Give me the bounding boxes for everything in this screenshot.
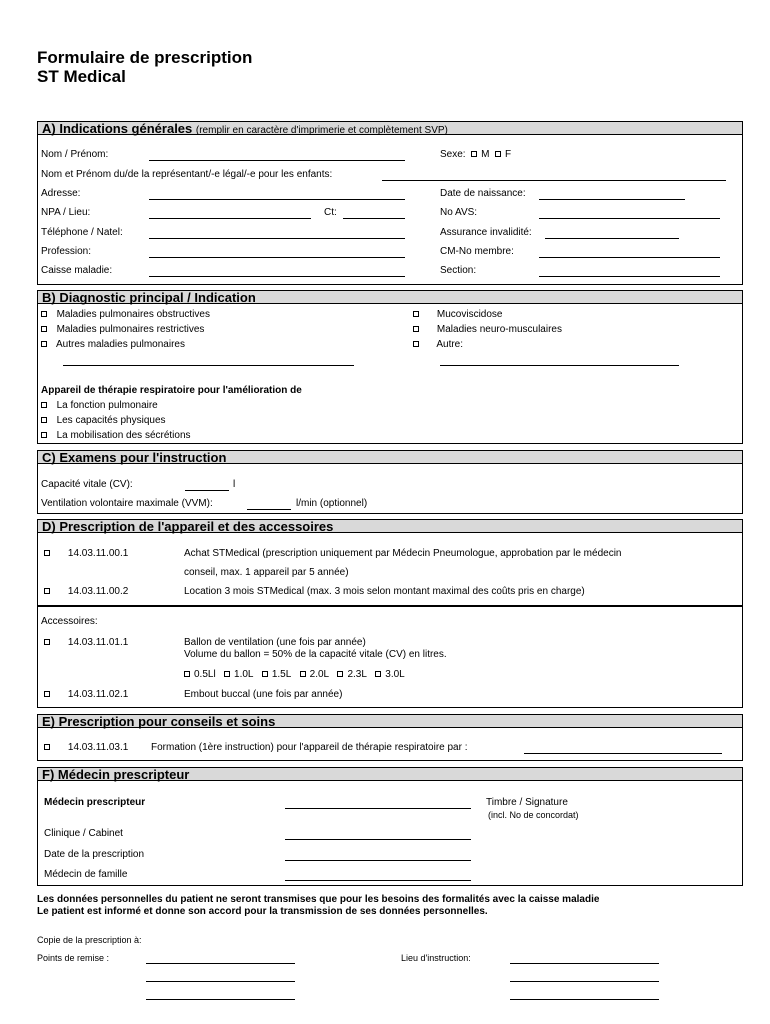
medecin-field[interactable] — [285, 808, 471, 809]
ballon-text: Ballon de ventilation (une fois par année) — [184, 637, 366, 648]
appareil-item[interactable]: La fonction pulmonaire — [41, 400, 158, 411]
caisse-field[interactable] — [149, 276, 405, 277]
points-field-3[interactable] — [146, 999, 295, 1000]
representant-field[interactable] — [382, 180, 726, 181]
achat-text-2: conseil, max. 1 appareil par 5 année) — [184, 567, 349, 578]
section-f-header — [37, 767, 743, 781]
sexe-f-checkbox[interactable] — [495, 151, 501, 157]
section-c-header — [37, 450, 743, 464]
vvm-unit: l/min (optionnel) — [296, 498, 368, 509]
clinique-field[interactable] — [285, 839, 471, 840]
embout-code[interactable]: 14.03.11.02.1 — [44, 689, 128, 700]
date-label: Date de la prescription — [44, 849, 145, 860]
cv-label: Capacité vitale (CV): — [41, 479, 133, 490]
privacy-notice-1: Les données personnelles du patient ne seront transmises que pour les besoins des formalités avec la caisse maladie — [37, 894, 600, 905]
ballon-code[interactable]: 14.03.11.01.1 — [44, 637, 128, 648]
diag-item[interactable]: Maladies neuro-musculaires — [413, 324, 562, 335]
diag-item[interactable]: Autres maladies pulmonaires — [41, 339, 185, 350]
naissance-label: Date de naissance: — [440, 188, 526, 199]
section-f-title: F) Médecin prescripteur — [42, 767, 190, 782]
naissance-field[interactable] — [539, 199, 685, 200]
section-e-header — [37, 714, 743, 728]
section-a-title: A) Indications générales — [42, 121, 193, 136]
location-text: Location 3 mois STMedical (max. 3 mois selon montant maximal des coûts pris en charge) — [184, 586, 585, 597]
famille-label: Médecin de famille — [44, 869, 128, 880]
embout-text: Embout buccal (une fois par année) — [184, 689, 343, 700]
adresse-field[interactable] — [149, 199, 405, 200]
sexe-label: Sexe: M F — [440, 149, 512, 160]
medecin-label: Médecin prescripteur — [44, 797, 146, 808]
invalidite-label: Assurance invalidité: — [440, 227, 532, 238]
formation-code[interactable]: 14.03.11.03.1 — [44, 742, 128, 753]
sexe-m-checkbox[interactable] — [471, 151, 477, 157]
cv-unit: l — [233, 479, 236, 490]
vvm-label: Ventilation volontaire maximale (VVM): — [41, 498, 213, 509]
clinique-label: Clinique / Cabinet — [44, 828, 123, 839]
diag-item[interactable]: Mucoviscidose — [413, 309, 503, 320]
npa-label: NPA / Lieu: — [41, 207, 91, 218]
diag-item[interactable]: Maladies pulmonaires restrictives — [41, 324, 204, 335]
avs-label: No AVS: — [440, 207, 478, 218]
form-title: Formulaire de prescription — [37, 48, 253, 67]
timbre-label: Timbre / Signature — [486, 797, 568, 808]
famille-field[interactable] — [285, 880, 471, 881]
cmno-field[interactable] — [539, 257, 720, 258]
lieu-label: Lieu d'instruction: — [401, 953, 471, 963]
npa-field[interactable] — [149, 218, 311, 219]
cv-field[interactable] — [185, 490, 229, 491]
autres-maladies-field[interactable] — [63, 365, 354, 366]
ballon-text-2: Volume du ballon = 50% de la capacité vitale (CV) en litres. — [184, 649, 447, 660]
date-field[interactable] — [285, 860, 471, 861]
points-field-1[interactable] — [146, 963, 295, 964]
invalidite-field[interactable] — [545, 238, 679, 239]
privacy-notice-2: Le patient est informé et donne son accord pour la transmission de ses données personnelles. — [37, 906, 488, 917]
ct-label: Ct: — [324, 207, 337, 218]
diag-item[interactable]: Autre: — [413, 339, 463, 350]
formation-text: Formation (1ère instruction) pour l'appareil de thérapie respiratoire par : — [151, 742, 468, 753]
vvm-field[interactable] — [247, 509, 291, 510]
diag-item[interactable]: Maladies pulmonaires obstructives — [41, 309, 210, 320]
section-a-subtitle: (remplir en caractère d'imprimerie et complètement SVP) — [195, 125, 448, 136]
appareil-item[interactable]: La mobilisation des sécrétions — [41, 430, 191, 441]
section-field[interactable] — [539, 276, 720, 277]
formation-field[interactable] — [524, 753, 722, 754]
telephone-label: Téléphone / Natel: — [41, 227, 123, 238]
section-b-title: B) Diagnostic principal / Indication — [42, 290, 256, 305]
section-d-header — [37, 519, 743, 533]
section-a-header — [37, 121, 743, 135]
points-label: Points de remise : — [37, 953, 110, 963]
copie-label: Copie de la prescription à: — [37, 935, 142, 945]
concordat-label: (incl. No de concordat) — [488, 810, 579, 820]
profession-field[interactable] — [149, 257, 405, 258]
volume-options[interactable]: 0.5Ll 1.0L 1.5L 2.0L 2.3L 3.0L — [184, 669, 405, 680]
caisse-label: Caisse maladie: — [41, 265, 113, 276]
section-d-title: D) Prescription de l'appareil et des accessoires — [42, 519, 334, 534]
accessoires-label: Accessoires: — [41, 616, 98, 627]
avs-field[interactable] — [539, 218, 720, 219]
points-field-2[interactable] — [146, 981, 295, 982]
achat-text: Achat STMedical (prescription uniquement par Médecin Pneumologue, approbation par le médecin — [184, 548, 622, 559]
telephone-field[interactable] — [149, 238, 405, 239]
appareil-title: Appareil de thérapie respiratoire pour l'amélioration de — [41, 385, 302, 396]
lieu-field-1[interactable] — [510, 963, 659, 964]
section-label: Section: — [440, 265, 477, 276]
section-c-title: C) Examens pour l'instruction — [42, 450, 227, 465]
autre-field[interactable] — [440, 365, 679, 366]
company-name: ST Medical — [37, 67, 126, 86]
achat-code[interactable]: 14.03.11.00.1 — [44, 548, 128, 559]
profession-label: Profession: — [41, 246, 92, 257]
location-code[interactable]: 14.03.11.00.2 — [44, 586, 128, 597]
section-e-title: E) Prescription pour conseils et soins — [42, 714, 276, 729]
nom-label: Nom / Prénom: — [41, 149, 109, 160]
nom-field[interactable] — [149, 160, 405, 161]
lieu-field-2[interactable] — [510, 981, 659, 982]
representant-label: Nom et Prénom du/de la représentant/-e légal/-e pour les enfants: — [41, 169, 333, 180]
appareil-item[interactable]: Les capacités physiques — [41, 415, 166, 426]
section-a-box — [37, 135, 743, 285]
lieu-field-3[interactable] — [510, 999, 659, 1000]
cmno-label: CM-No membre: — [440, 246, 514, 257]
section-b-header — [37, 290, 743, 304]
ct-field[interactable] — [343, 218, 405, 219]
adresse-label: Adresse: — [41, 188, 81, 199]
